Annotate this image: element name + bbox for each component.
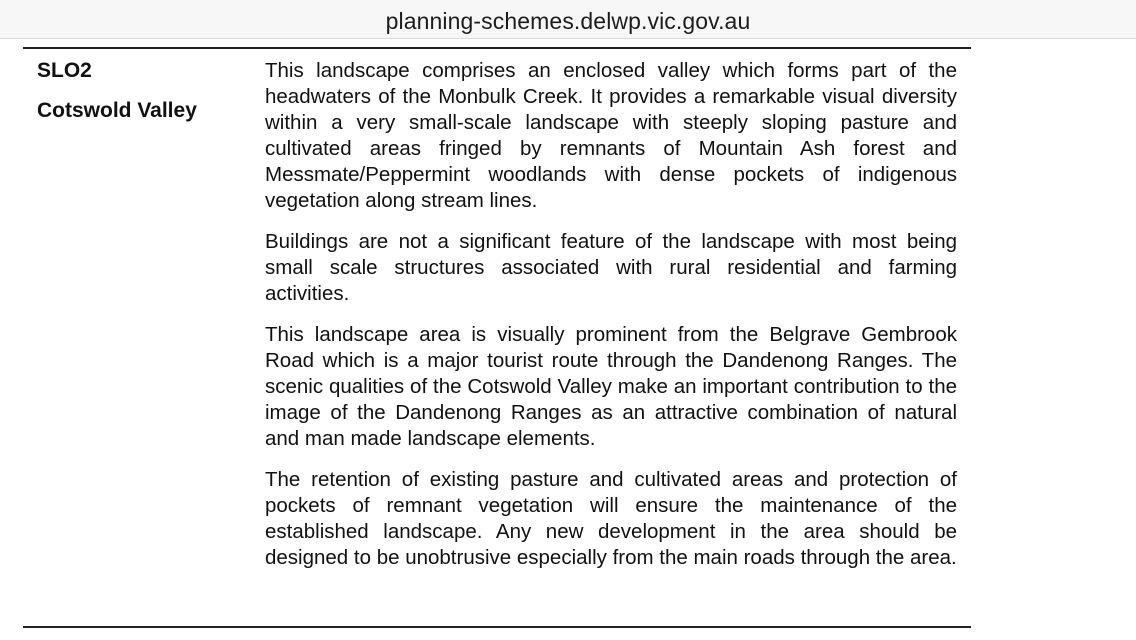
document-view (0, 39, 1136, 640)
schedule-name: Cotswold Valley (37, 99, 197, 122)
description-paragraph: The retention of existing pasture and cultivated areas and protection of pockets of remnant vegetation will ensure the maintenance of the established landscape. Any new development in the area should be designed to be unobtrusive especially from the main roads through the area. (265, 468, 957, 569)
address-bar[interactable] (0, 0, 1136, 39)
description-paragraph: This landscape area is visually prominent from the Belgrave Gembrook Road which is a major tourist route through the Dandenong Ranges. The scenic qualities of the Cotswold Valley make an important contribution to the image of the Dandenong Ranges as an attractive combination of natural and man made landscape elements. (265, 323, 957, 450)
schedule-code: SLO2 (37, 59, 92, 82)
url-text[interactable]: planning-schemes.delwp.vic.gov.au (385, 8, 751, 34)
table-top-rule (23, 47, 971, 49)
description-paragraph: Buildings are not a significant feature of the landscape with most being small scale structures associated with rural residential and farming activities. (265, 230, 957, 305)
table-bottom-rule (23, 626, 971, 628)
description-paragraph: This landscape comprises an enclosed valley which forms part of the headwaters of the Monbulk Creek. It provides a remarkable visual diversity within a very small-scale landscape with steeply sloping pasture and cultivated areas fringed by remnants of Mountain Ash forest and Messmate/Peppermint woodlands with dense pockets of indigenous vegetation along stream lines. (265, 59, 957, 212)
schedule-description-column (265, 58, 957, 586)
